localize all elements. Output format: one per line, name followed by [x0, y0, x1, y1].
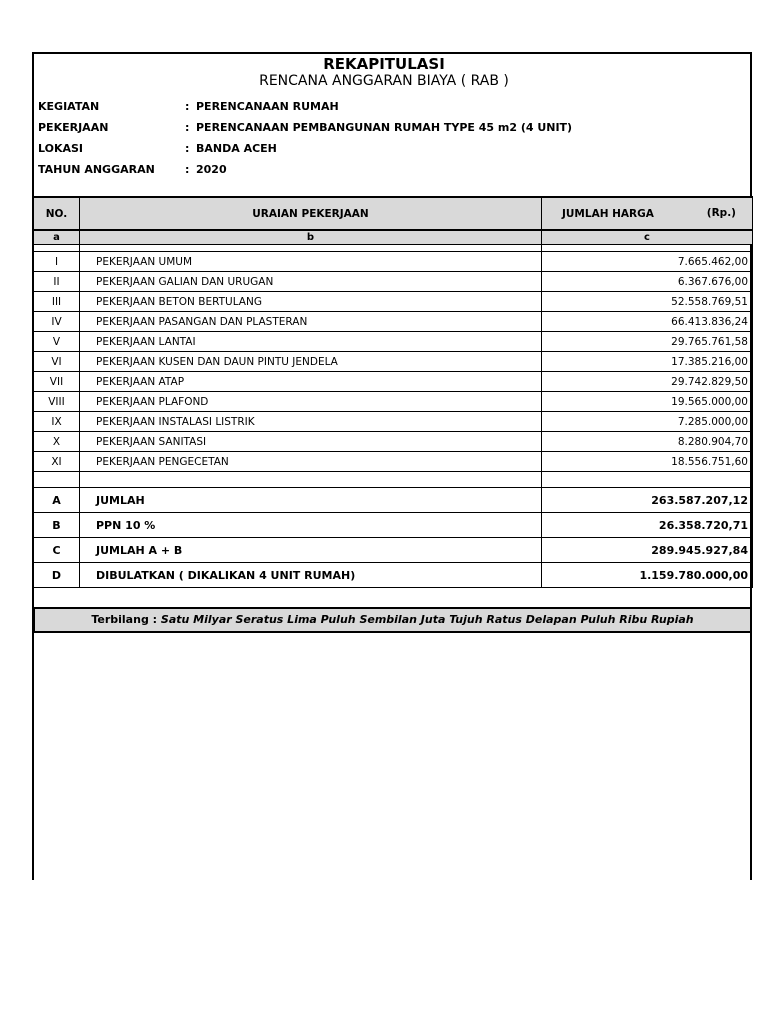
- info-label: TAHUN ANGGARAN: [38, 163, 155, 176]
- col-amount-header: [542, 197, 753, 230]
- table-row: [34, 452, 753, 472]
- document-title: REKAPITULASI: [323, 55, 445, 73]
- total-desc: DIBULATKAN ( DIKALIKAN 4 UNIT RUMAH): [80, 563, 542, 588]
- total-no: C: [34, 538, 80, 563]
- row-desc: PEKERJAAN PLAFOND: [80, 392, 542, 412]
- info-value: BANDA ACEH: [196, 142, 277, 155]
- info-label: KEGIATAN: [38, 100, 100, 113]
- row-amount: 7.285.000,00: [542, 412, 753, 432]
- row-no: X: [34, 432, 80, 452]
- row-amount: 17.385.216,00: [542, 352, 753, 372]
- sub-c: c: [542, 230, 753, 245]
- table-row: [34, 252, 753, 272]
- total-desc: PPN 10 %: [80, 513, 542, 538]
- row-desc: PEKERJAAN GALIAN DAN URUGAN: [80, 272, 542, 292]
- terbilang-label: Terbilang :: [91, 613, 158, 626]
- total-no: D: [34, 563, 80, 588]
- total-amount: 1.159.780.000,00: [542, 563, 753, 588]
- col-no-header: NO.: [34, 197, 80, 230]
- col-unit-label: (Rp.): [706, 207, 736, 219]
- row-no: VII: [34, 372, 80, 392]
- info-label: LOKASI: [38, 142, 84, 155]
- row-no: VIII: [34, 392, 80, 412]
- total-amount: 263.587.207,12: [542, 488, 753, 513]
- total-amount: 289.945.927,84: [542, 538, 753, 563]
- row-amount: 66.413.836,24: [542, 312, 753, 332]
- table-row: [34, 412, 753, 432]
- spacer-row: [34, 472, 753, 488]
- terbilang-bar: [33, 607, 752, 633]
- row-desc: PEKERJAAN PASANGAN DAN PLASTERAN: [80, 312, 542, 332]
- info-value: PERENCANAAN RUMAH: [196, 100, 339, 113]
- row-amount: 18.556.751,60: [542, 452, 753, 472]
- rab-table: [33, 196, 753, 588]
- total-amount: 26.358.720,71: [542, 513, 753, 538]
- info-separator: :: [185, 142, 190, 155]
- row-amount: 29.742.829,50: [542, 372, 753, 392]
- total-row-c: [34, 538, 753, 563]
- info-value: PERENCANAAN PEMBANGUNAN RUMAH TYPE 45 m2 (4 UNIT): [196, 121, 573, 134]
- table-row: [34, 312, 753, 332]
- total-no: B: [34, 513, 80, 538]
- row-desc: PEKERJAAN INSTALASI LISTRIK: [80, 412, 542, 432]
- row-desc: PEKERJAAN SANITASI: [80, 432, 542, 452]
- col-amount-label: JUMLAH HARGA: [562, 207, 654, 220]
- table-subheader-row: [34, 230, 753, 245]
- row-no: I: [34, 252, 80, 272]
- document-subtitle: RENCANA ANGGARAN BIAYA ( RAB ): [259, 73, 509, 89]
- row-desc: PEKERJAAN UMUM: [80, 252, 542, 272]
- row-no: IX: [34, 412, 80, 432]
- info-separator: :: [185, 163, 190, 176]
- info-separator: :: [185, 121, 190, 134]
- row-amount: 29.765.761,58: [542, 332, 753, 352]
- row-desc: PEKERJAAN KUSEN DAN DAUN PINTU JENDELA: [80, 352, 542, 372]
- table-header-row: [34, 197, 753, 230]
- table-row: [34, 372, 753, 392]
- total-row-d: [34, 563, 753, 588]
- row-desc: PEKERJAAN BETON BERTULANG: [80, 292, 542, 312]
- row-no: V: [34, 332, 80, 352]
- row-no: VI: [34, 352, 80, 372]
- terbilang-text: Satu Milyar Seratus Lima Puluh Sembilan Juta Tujuh Ratus Delapan Puluh Ribu Rupiah: [160, 613, 694, 626]
- row-amount: 19.565.000,00: [542, 392, 753, 412]
- table-row: [34, 332, 753, 352]
- total-row-a: [34, 488, 753, 513]
- total-desc: JUMLAH: [80, 488, 542, 513]
- info-separator: :: [185, 100, 190, 113]
- table-row: [34, 392, 753, 412]
- row-desc: PEKERJAAN LANTAI: [80, 332, 542, 352]
- sub-a: a: [34, 230, 80, 245]
- row-amount: 7.665.462,00: [542, 252, 753, 272]
- total-no: A: [34, 488, 80, 513]
- row-desc: PEKERJAAN ATAP: [80, 372, 542, 392]
- total-desc: JUMLAH A + B: [80, 538, 542, 563]
- table-row: [34, 272, 753, 292]
- sub-b: b: [80, 230, 542, 245]
- row-desc: PEKERJAAN PENGECETAN: [80, 452, 542, 472]
- row-amount: 6.367.676,00: [542, 272, 753, 292]
- table-row: [34, 292, 753, 312]
- table-row: [34, 432, 753, 452]
- row-no: III: [34, 292, 80, 312]
- row-no: IV: [34, 312, 80, 332]
- col-desc-header: URAIAN PEKERJAAN: [80, 197, 542, 230]
- row-amount: 52.558.769,51: [542, 292, 753, 312]
- row-no: XI: [34, 452, 80, 472]
- total-row-b: [34, 513, 753, 538]
- row-amount: 8.280.904,70: [542, 432, 753, 452]
- table-row: [34, 352, 753, 372]
- row-no: II: [34, 272, 80, 292]
- info-label: PEKERJAAN: [38, 121, 109, 134]
- spacer-row: [34, 245, 753, 252]
- info-value: 2020: [196, 163, 227, 176]
